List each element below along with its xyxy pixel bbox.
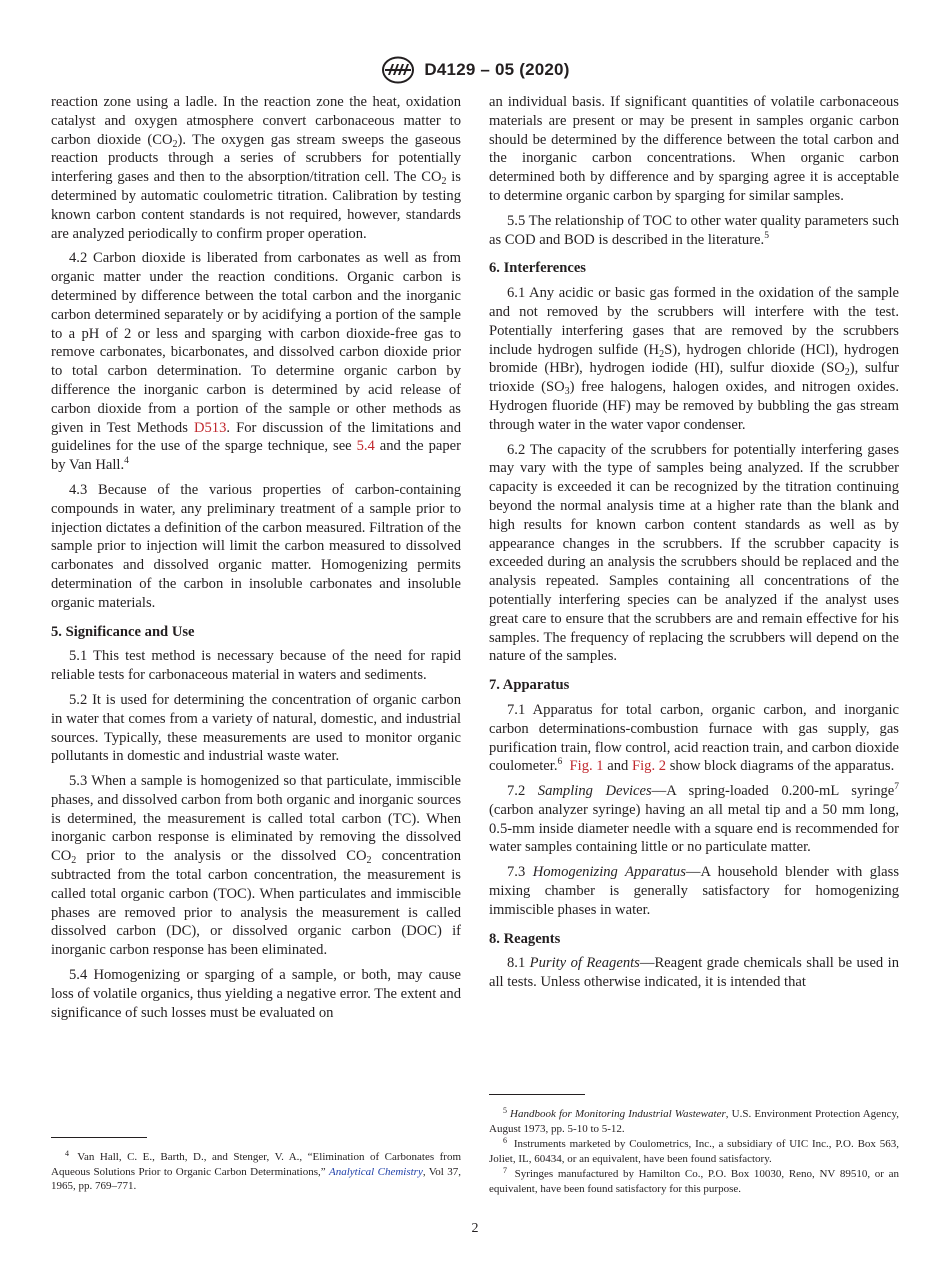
paragraph-4-3: 4.3 Because of the various properties of carbon-containing compounds in water, any preliminary treatment of a sample prior to injection dictates a definition of the carbon measured. Filtration of the sample prior to injection will limit the carbon measured to dissolved carbonates and dissolved organic matter. Homogenizing permits determination of the carbon in insoluble carbonates and insoluble organic materials. <box>51 481 461 611</box>
paragraph-5-5: 5.5 The relationship of TOC to other water quality parameters such as COD and BOD is described in the literature.$^5$ <box>489 212 899 248</box>
footnote-ref-6[interactable]: 6 <box>557 757 563 768</box>
footnote-6: $^6$ Instruments marketed by Coulometrics, Inc., a subsidiary of UIC Inc., P.O. Box 563, Joliet, IL, 60434, or an equivalent, have been found satisfactory. <box>489 1136 899 1165</box>
paragraph-5-3: 5.3 When a sample is homogenized so that particulate, immiscible phases, and dissolved carbon from both organic and inorganic sources is determined, the measurement is called total carbon (TC). When inorganic carbon response is eliminated by removing the dissolved $CO_2$ prior to the analysis or the dissolved $CO_2$ concentration subtracted from the total carbon concentration, the measurement is called total organic carbon (TOC). When particulates and immiscible phases are removed prior to analysis the measurement is called dissolved carbon (DC), or dissolved organic carbon (DOC) if inorganic carbon response has been eliminated. <box>51 773 461 959</box>
astm-logo-icon <box>380 56 416 84</box>
paragraph-4-2: 4.2 Carbon dioxide is liberated from carbonates as well as from organic matter under the reaction conditions. Organic carbon is determined by difference between the total carbon and the inorganic carbon determined separately or by acidifying a portion of the sample to a pH of 2 or less and sparging with carbon dioxide-free gas to remove carbonates, bicarbonates, and dissolved carbon dioxide prior to total carbon determination. To determine organic carbon by difference the inorganic carbon is determined by acid release of carbon dioxide from a portion of the sample or other methods as given in Test Methods D513. For discussion of the limitations and guidelines for the use of the sparge technique, see 5.4 and the paper by Van Hall.$^4$ <box>51 250 461 474</box>
paragraph-5-4: 5.4 Homogenizing or sparging of a sample, or both, may cause loss of volatile organics, thus yielding a negative error. The extent and significance of such losses must be evaluated on <box>51 967 462 1021</box>
analytical-chemistry-link[interactable]: Analytical Chemistry <box>329 1165 423 1178</box>
footnote-divider <box>51 1137 147 1138</box>
paragraph-5-4-continued: an individual basis. If significant quantities of volatile carbonaceous materials are present or may be present in samples organic carbon should be determined by the difference between the total carbon and the inorganic carbon concentrations. When organic carbon determined both by difference and by sparging agree it is acceptable to determine organic carbon by sparging for similar samples. <box>489 94 899 204</box>
section-heading-7: 7. Apparatus <box>489 677 570 694</box>
footnote-divider-right <box>489 1094 585 1095</box>
paragraph-5-2: 5.2 It is used for determining the concentration of organic carbon in water that comes from a variety of natural, domestic, and industrial sources. Typically, these measurements are used to monitor organic pollutants in domestic and industrial waste water. <box>51 691 461 765</box>
paragraph-7-2: 7.2 Sampling Devices—A spring-loaded 0.200-mL syringe$^7$ (carbon analyzer syringe) having an all metal tip and a 50 mm long, 0.5-mm inside diameter needle with a square end is recommended for water samples containing little or no particulate matter. <box>489 782 900 856</box>
paragraph-7-3: 7.3 Homogenizing Apparatus—A household blender with glass mixing chamber is generally satisfactory for homogenizing immiscible phases in water. <box>489 864 899 918</box>
page-header <box>0 56 950 84</box>
footnote-4: $^4$ Van Hall, C. E., Barth, D., and Stenger, V. A., “Elimination of Carbonates from Aqueous Solutions Prior to Organic Carbon Determinations,” Analytical Chemistry, Vol 37, 1965, pp. 769–771. <box>51 1149 462 1193</box>
paragraph-7-1: 7.1 Apparatus for total carbon, organic carbon, and inorganic carbon determinations-combustion furnace with gas supply, gas purification train, flow control, acid reaction train, and carbon dioxide coulometer.$^6$ Fig. 1 and Fig. 2 show block diagrams of the apparatus. <box>489 701 899 775</box>
paragraph-5-1: 5.1 This test method is necessary because of the need for rapid reliable tests for carbonaceous material in waters and sediments. <box>51 648 461 684</box>
footnote-ref-7[interactable]: 7 <box>894 782 900 793</box>
footnote-7: $^7$ Syringes manufactured by Hamilton Co., P.O. Box 10030, Reno, NV 89510, or an equivalent, have been found satisfactory for this purpose. <box>489 1166 899 1195</box>
right-column <box>489 93 899 998</box>
section-heading-5: 5. Significance and Use <box>51 623 195 640</box>
page-number: 2 <box>471 1221 479 1236</box>
document-designation: D4129 – 05 (2020) <box>424 60 570 79</box>
section-heading-6: 6. Interferences <box>489 260 586 277</box>
paragraph-6-2: 6.2 The capacity of the scrubbers for potentially interfering gases may vary with the type of samples being analyzed. If the scrubber capacity is exceeded it can be recognized by the titration continuing beyond the normal analysis time at a higher rate than the blank and high results for known carbon content standards as well as by appearance changes in the scrubbers. If the scrubber capacity is exceeded during an analysis the scrubbers should be replaced and the analysis repeated. Samples containing all concentrations of the potentially interfering species can be analyzed if the analyst uses great care to ensure that the scrubbers are and remain effective for his samples. The frequency of replacing the scrubbers will depend on the nature of the samples. <box>489 441 899 665</box>
paragraph-6-1: 6.1 Any acidic or basic gas formed in the oxidation of the sample and not removed by the scrubbers will interfere with the test. Potentially interfering gases that are removed by the scrubbers include hydrogen sulfide $(H_2S)$, hydrogen chloride (HCl), hydrogen bromide (HBr), hydrogen iodide (HI), sulfur dioxide $(SO_2)$, sulfur trioxide $(SO_3)$ free halogens, halogen oxides, and nitrogen oxides. Hydrogen fluoride (HF) may be removed by bubbling the gas stream through water in the water vapor condenser. <box>489 285 899 433</box>
left-column <box>51 93 461 1028</box>
fig-1-link[interactable]: Fig. 1 <box>569 758 604 775</box>
fig-2-link[interactable]: Fig. 2 <box>631 758 667 775</box>
d513-link[interactable]: D513 <box>193 419 227 436</box>
footnote-5: $^5$ Handbook for Monitoring Industrial Wastewater, U.S. Environment Protection Agency, August 1973, pp. 5-10 to 5-12. <box>489 1106 899 1135</box>
section-5-4-link[interactable]: 5.4 <box>356 438 375 455</box>
footnote-ref-5[interactable]: 5 <box>764 230 769 241</box>
paragraph-8-1: 8.1 Purity of Reagents—Reagent grade chemicals shall be used in all tests. Unless otherwise indicated, it is intended that <box>489 955 899 991</box>
paragraph-4-1-continued: reaction zone using a ladle. In the reaction zone the heat, oxidation catalyst and oxygen atmosphere convert carbonaceous matter to carbon dioxide $(CO_2)$. The oxygen gas stream sweeps the gaseous reaction products through a series of scrubbers for potentially interfering gases and then to the absorption/titration cell. The $CO_2$ is determined by automatic coulometric titration. Calibration by testing known carbon content standards is not required, however, standards are analyzed periodically to confirm proper operation. <box>51 94 461 242</box>
footnote-ref-4[interactable]: 4 <box>124 456 129 467</box>
section-heading-8: 8. Reagents <box>489 930 561 947</box>
